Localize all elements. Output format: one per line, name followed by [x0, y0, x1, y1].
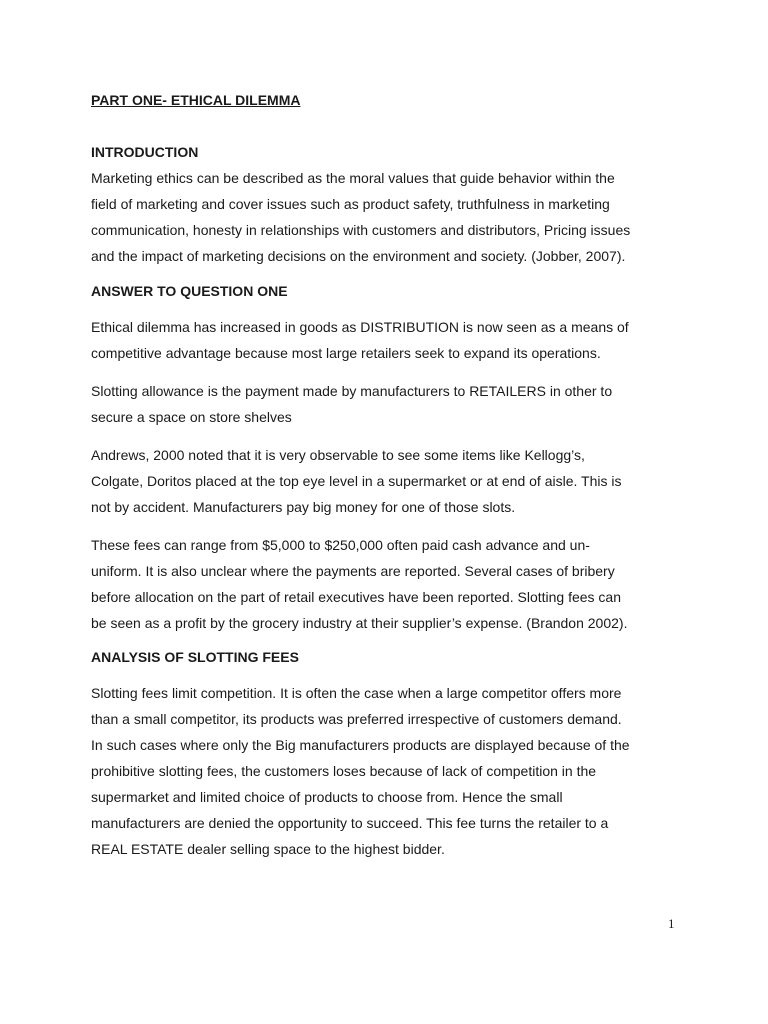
text-line: and the impact of marketing decisions on the environment and society. (Jobber, 2007).: [91, 248, 626, 264]
text-line: REAL ESTATE dealer selling space to the highest bidder.: [91, 841, 445, 857]
analysis-paragraph: [91, 680, 681, 862]
text-line: supermarket and limited choice of products to choose from. Hence the small: [91, 789, 563, 805]
answer-paragraph-1: [91, 314, 681, 366]
text-line: communication, honesty in relationships with customers and distributors, Pricing issues: [91, 222, 631, 238]
text-line: Slotting fees limit competition. It is often the case when a large competitor offers more: [91, 685, 622, 701]
answer-paragraph-3: [91, 442, 681, 520]
text-line: not by accident. Manufacturers pay big money for one of those slots.: [91, 499, 516, 515]
text-line: These fees can range from $5,000 to $250,000 often paid cash advance and un-: [91, 537, 590, 553]
document-title: PART ONE- ETHICAL DILEMMA: [91, 92, 301, 108]
page-number: 1: [668, 916, 675, 931]
section-heading-answer-question-one: ANSWER TO QUESTION ONE: [91, 283, 288, 299]
text-line: In such cases where only the Big manufacturers products are displayed because of the: [91, 737, 630, 753]
answer-paragraph-4: [91, 532, 681, 636]
text-line: before allocation on the part of retail executives have been reported. Slotting fees can: [91, 589, 622, 605]
document-body: [91, 90, 681, 862]
text-line: field of marketing and cover issues such as product safety, truthfulness in marketing: [91, 196, 610, 212]
intro-paragraph: [91, 165, 681, 269]
text-line: competitive advantage because most large retailers seek to expand its operations.: [91, 345, 601, 361]
text-line: Marketing ethics can be described as the moral values that guide behavior within the: [91, 170, 615, 186]
text-line: Ethical dilemma has increased in goods as DISTRIBUTION is now seen as a means of: [91, 319, 629, 335]
section-heading-analysis-slotting-fees: ANALYSIS OF SLOTTING FEES: [91, 649, 299, 665]
text-line: than a small competitor, its products was preferred irrespective of customers demand.: [91, 711, 622, 727]
text-line: Andrews, 2000 noted that it is very observable to see some items like Kellogg’s,: [91, 447, 585, 463]
section-heading-introduction: INTRODUCTION: [91, 144, 199, 160]
answer-paragraph-2: [91, 378, 681, 430]
text-line: manufacturers are denied the opportunity to succeed. This fee turns the retailer to a: [91, 815, 609, 831]
text-line: uniform. It is also unclear where the payments are reported. Several cases of bribery: [91, 563, 615, 579]
text-line: Slotting allowance is the payment made by manufacturers to RETAILERS in other to: [91, 383, 613, 399]
text-line: secure a space on store shelves: [91, 409, 292, 425]
text-line: prohibitive slotting fees, the customers loses because of lack of competition in the: [91, 763, 597, 779]
text-line: be seen as a profit by the grocery industry at their supplier’s expense. (Brandon 2002).: [91, 615, 628, 631]
text-line: Colgate, Doritos placed at the top eye level in a supermarket or at end of aisle. This is: [91, 473, 622, 489]
